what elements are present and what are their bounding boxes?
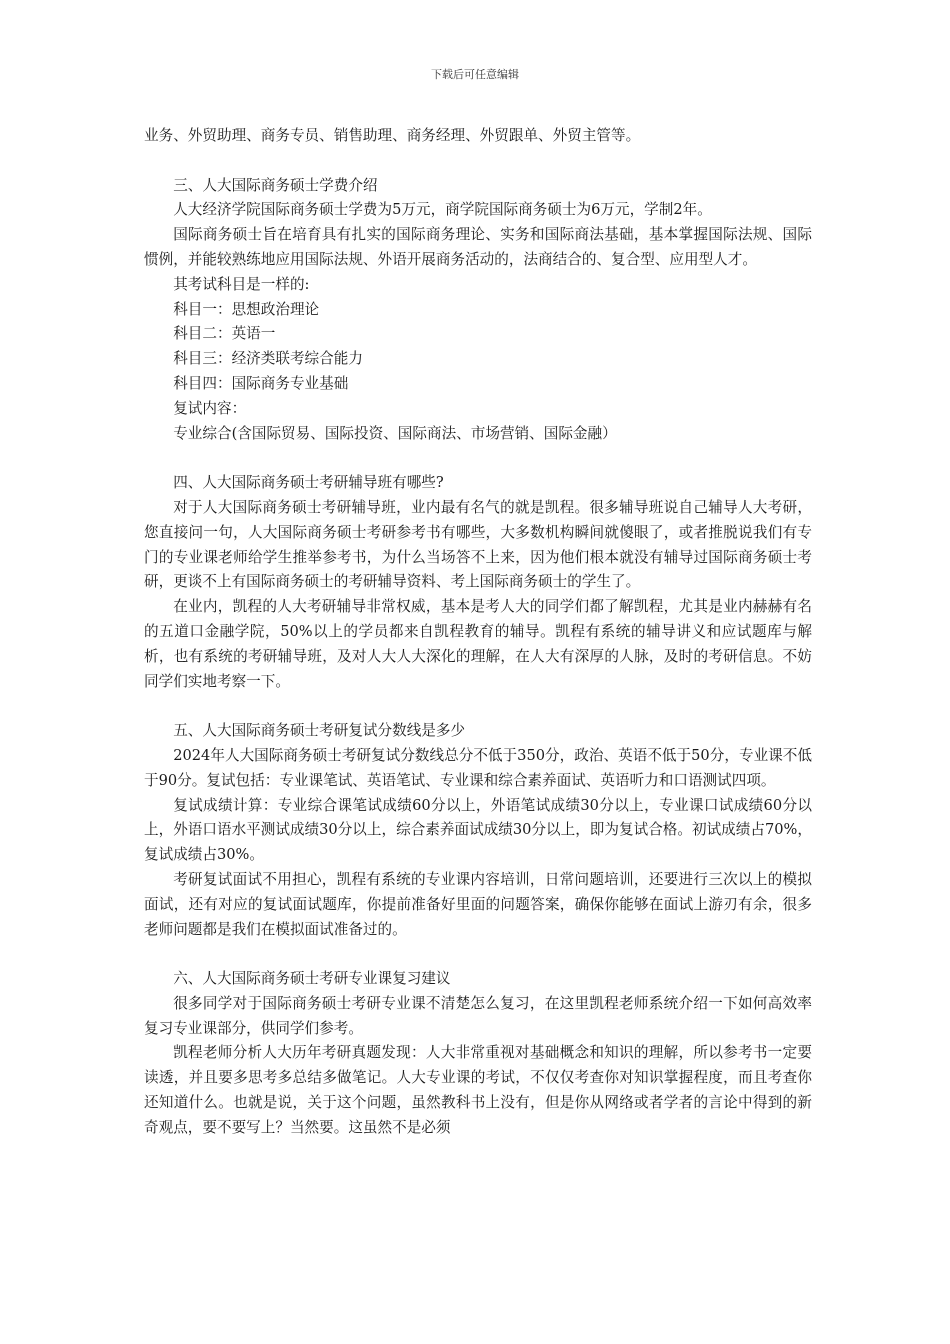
exam-subject-4: 科目四：国际商务专业基础	[173, 374, 349, 392]
page-header: 下载后可任意编辑	[431, 68, 519, 81]
section-heading-tutoring: 四、人大国际商务硕士考研辅导班有哪些?	[173, 474, 444, 492]
paragraph-tuition: 人大经济学院国际商务硕士学费为5万元，商学院国际商务硕士为6万元，学制2年。	[173, 201, 712, 219]
section-gap	[144, 694, 812, 719]
paragraph-program-goal: 国际商务硕士旨在培育具有扎实的国际商务理论、实务和国际商法基础，基本掌握国际法规、国际惯例，并能较熟练地应用国际法规、外语开展商务活动的，法商结合的、复合型、应用型人才。	[144, 226, 812, 268]
paragraph-score-calculation: 复试成绩计算：专业综合课笔试成绩60分以上，外语笔试成绩30分以上，专业课口试成绩60分以上，外语口语水平测试成绩30分以上，综合素养面试成绩30分以上，即为复试合格。初试成绩占70%，复试成绩占30%。	[144, 796, 812, 864]
section-gap	[144, 446, 812, 471]
paragraph-review-advice-1: 很多同学对于国际商务硕士考研专业课不清楚怎么复习，在这里凯程老师系统介绍一下如何高效率复习专业课部分，供同学们参考。	[144, 994, 812, 1037]
exam-subject-1: 科目一：思想政治理论	[173, 300, 320, 318]
paragraph-tutoring-2: 在业内，凯程的人大考研辅导非常权威，基本是考人大的同学们都了解凯程，尤其是业内赫赫有名的五道口金融学院，50%以上的学员都来自凯程教育的辅导。凯程有系统的辅导讲义和应试题库与解析，也有系统的考研辅导班，及对人大人大深化的理解，在人大有深厚的人脉，及时的考研信息。不妨同学们实地考察一下。	[144, 598, 812, 690]
exam-subject-3: 科目三：经济类联考综合能力	[173, 350, 363, 368]
section-heading-review-advice: 六、人大国际商务硕士考研专业课复习建议	[173, 970, 451, 988]
paragraph-review-advice-2: 凯程老师分析人大历年考研真题发现：人大非常重视对基础概念和知识的理解，所以参考书一定要读透，并且要多思考多总结多做笔记。人大专业课的考试，不仅仅考查你对知识掌握程度，而且考查你还知道什么。也就是说，关于这个问题，虽然教科书上没有，但是你从网络或者学者的言论中得到的新奇观点，要不要写上？当然要。这虽然不是必须	[144, 1044, 812, 1136]
paragraph-interview: 考研复试面试不用担心，凯程有系统的专业课内容培训，日常问题培训，还要进行三次以上的模拟面试，还有对应的复试面试题库，你提前准备好里面的问题答案，确保你能够在面试上游刃有余，很多老师问题都是我们在模拟面试准备过的。	[144, 870, 812, 938]
paragraph-exam-subjects-intro: 其考试科目是一样的:	[173, 275, 310, 293]
section-gap	[144, 149, 812, 174]
paragraph-tutoring-1: 对于人大国际商务硕士考研辅导班，业内最有名气的就是凯程。很多辅导班说自己辅导人大考研，您直接问一句，人大国际商务硕士考研参考书有哪些，大多数机构瞬间就傻眼了，或者推脱说我们有专门的专业课老师给学生推举参考书，为什么当场答不上来，因为他们根本就没有辅导过国际商务硕士考研，更谈不上有国际商务硕士的考研辅导资料、考上国际商务硕士的学生了。	[144, 498, 812, 591]
section-heading-tuition: 三、人大国际商务硕士学费介绍	[173, 176, 378, 194]
section-heading-score-line: 五、人大国际商务硕士考研复试分数线是多少	[173, 722, 466, 740]
section-gap	[144, 942, 812, 967]
exam-subject-2: 科目二：英语一	[173, 325, 276, 343]
paragraph-score-line: 2024年人大国际商务硕士考研复试分数线总分不低于350分，政治、英语不低于50分，专业课不低于90分。复试包括：专业课笔试、英语笔试、专业课和综合素养面试、英语听力和口语测试四项。	[144, 746, 812, 789]
retest-content-detail: 专业综合(含国际贸易、国际投资、国际商法、市场营销、国际金融）	[173, 424, 617, 442]
document-body	[144, 124, 812, 1141]
paragraph-career-continuation: 业务、外贸助理、商务专员、销售助理、商务经理、外贸跟单、外贸主管等。	[144, 127, 641, 144]
retest-content-label: 复试内容：	[173, 399, 247, 417]
